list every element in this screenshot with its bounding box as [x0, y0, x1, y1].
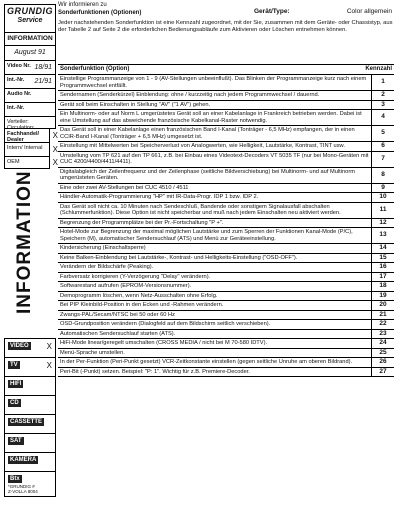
- tv-mark: X: [46, 361, 52, 370]
- table-row: [58, 339, 394, 349]
- int-nr-cell: [4, 75, 56, 89]
- kennzahl-number: 7: [371, 152, 394, 167]
- column-header-kennzahl: Kennzahl: [365, 66, 392, 72]
- dealer-mark: X: [52, 131, 58, 140]
- intro-heading: [58, 2, 252, 17]
- dealer-cell: [4, 129, 58, 143]
- internal-mark: X: [52, 145, 58, 154]
- kennzahl-number: 15: [371, 254, 394, 263]
- option-description: OSD-Grundposition verändern (Dialogfeld auf dem Bildschirm seitlich verschieben).: [60, 321, 271, 327]
- intro-description: Jeder nachstehenden Sonderfunktion ist eine Kennzahl zugeordnet, mit der Sie, zusammen mit dem Geräte- oder Chassistyp, aus der Tabelle 2 auf Seite 2 die erforderlichen Bedienungsabläufe zum Aktivieren oder Löschen entnehmen können.: [58, 20, 393, 34]
- table-row: [58, 320, 394, 330]
- video-nr-label: Video Nr.: [7, 63, 31, 69]
- btx-sub: Z-VOLLA 8004: [8, 489, 38, 494]
- table-row: [58, 91, 394, 101]
- table-row: [58, 110, 394, 126]
- kennzahl-number: 18: [371, 282, 394, 291]
- kennzahl-number: 4: [371, 110, 394, 125]
- camera-category: [4, 453, 56, 472]
- option-description: Farbversatz korrigieren (Y-Verzögerung "Delay" verändern).: [60, 273, 211, 280]
- int-nr-label: Int.-Nr.: [7, 77, 25, 83]
- kennzahl-number: 5: [371, 126, 394, 141]
- hifi-category: [4, 377, 56, 396]
- table-row: [58, 254, 394, 264]
- kennzahl-number: 6: [371, 142, 394, 151]
- int-nr2-cell: [4, 103, 56, 117]
- option-description: Eine oder zwei AV-Stellungen bei CUC 4510 / 4511: [60, 184, 189, 191]
- table-row: [58, 349, 394, 359]
- sat-category: [4, 434, 56, 453]
- cd-icon: CD: [10, 400, 19, 406]
- table-row: [58, 219, 394, 229]
- btx-category: [4, 472, 56, 497]
- kennzahl-number: 12: [371, 219, 394, 228]
- table-row: [58, 292, 394, 302]
- option-description: Zwangs-PAL/Secam/NTSC bei 50 oder 60 Hz: [60, 311, 175, 318]
- table-row: [58, 126, 394, 142]
- kennzahl-number: 13: [371, 228, 394, 243]
- option-description: Begrenzung der Programmplätze bei der Pr.-Fortschaltung "P +".: [60, 219, 224, 226]
- table-row: [58, 228, 394, 244]
- option-description: Bei PIP Kleinbild-Position in den Ecken und -Rahmen verändern.: [60, 302, 224, 308]
- option-description: Menü-Sprache umstellen.: [60, 349, 125, 356]
- kennzahl-number: 8: [371, 168, 394, 183]
- table-row: [58, 282, 394, 292]
- table-row: [58, 142, 394, 152]
- kennzahl-number: 26: [371, 358, 394, 367]
- btx-icon: Btx: [10, 476, 20, 482]
- kennzahl-number: 21: [371, 311, 394, 320]
- table-row: [58, 75, 394, 91]
- device-type-value: Color allgemein: [346, 8, 392, 15]
- option-description: Softwarestand aufrufen (EPROM-Versionsnummer).: [60, 283, 192, 289]
- kennzahl-number: 23: [371, 330, 394, 339]
- option-description: Sendernamen (Senderkürzel) Einblendung: ohne / kurzzeitig nach jedem Programmwechsel / dauernd.: [60, 92, 320, 98]
- kennzahl-number: 17: [371, 273, 394, 282]
- dealer-label: Fachhandel/ Dealer: [7, 131, 40, 143]
- option-description: Das Gerät soll in einer Kabelanlage einen französischen Band I-Kanal (Tonträger - 6,5 MHz) empfangen, der in einen CCIR-Band I-Kanal (Tonträger + 6,5 MHz) umgesetzt ist.: [60, 127, 355, 140]
- option-description: Händler-Automatik-Programmierung "HP" mit IR-Data-Progr. IDP 1 bzw. IDP 2.: [60, 194, 259, 200]
- information-label: INFORMATION: [4, 33, 56, 46]
- table-row: [58, 273, 394, 283]
- oem-mark: X: [52, 158, 58, 167]
- oem-cell: [4, 157, 58, 169]
- video-icon: VIDEO: [10, 343, 29, 349]
- option-description: Hotel-Mode zur Begrenzung der maximal möglichen Lautstärke und zum Sperren der Funktionen Kanal-Mode (P/C), Speichern (M), automatischer Sendersuchlauf (ATS) und Menü zur Geräteeinstellung.: [60, 229, 353, 242]
- hifi-icon: HIFI: [10, 381, 22, 387]
- sat-icon: SAT: [10, 438, 22, 444]
- cassette-category: [4, 415, 56, 434]
- option-description: Keine Balken-Einblendung bei Lautstärke-, Kontrast- und Helligkeits-Einstellung ("OSD-OFF").: [60, 254, 298, 261]
- int-nr-value: 21/91: [34, 78, 52, 85]
- option-description: Digitalabgleich der Zeilenfrequenz und der Zeilenphase (seitliche Bildverschiebung) bei Multinorm- und auf Multinorm umgerüsteten Geräten.: [60, 168, 355, 181]
- table-row: [58, 152, 394, 168]
- kennzahl-number: 9: [371, 184, 394, 193]
- audio-nr-cell: [4, 89, 56, 103]
- options-table: [58, 64, 394, 377]
- option-description: Peri-Bit (-Punkt) setzen. Beispiel: "P: 1". Wichtig für z.B. Premiere-Decoder.: [60, 368, 250, 375]
- kennzahl-number: 19: [371, 292, 394, 301]
- intro-line-1: Wir informieren zu: [58, 2, 107, 8]
- table-row: [58, 263, 394, 273]
- kennzahl-number: 2: [371, 91, 394, 100]
- video-nr-cell: [4, 61, 56, 75]
- tv-category: [4, 358, 56, 377]
- option-description: Kindersicherung (Einschaltsperre): [60, 245, 146, 251]
- kennzahl-number: 10: [371, 193, 394, 202]
- video-nr-value: 18/91: [34, 64, 52, 71]
- table-row: [58, 168, 394, 184]
- device-type: [254, 8, 394, 15]
- table-row: [58, 193, 394, 203]
- table-row: [58, 301, 394, 311]
- oem-label: OEM: [7, 159, 20, 165]
- table-header: [58, 65, 394, 75]
- option-description: Gerät soll beim Einschalten in Stellung "AV" ("1 AV") gehen.: [60, 101, 211, 108]
- kennzahl-number: 11: [371, 203, 394, 218]
- option-description: Einstellung mit Mittelwerten bei Speicherverlust von Analogwerten, wie Helligkeit, Lautstärke, Kontrast, TINT usw.: [60, 143, 345, 149]
- option-description: HiFi-Mode linear/geregelt umschalten (CROSS MEDIA / nicht bei M 70-580 IDTV).: [60, 340, 268, 346]
- option-description: Umstellung vom TP 621 auf den TP 661, z.B. bei Einbau eines Videotext-Decoders VT 5035 TF (nur bei Mono-Geräten mit CUC 4200/4400/4411/4411).: [60, 152, 369, 165]
- grundig-logo: [4, 4, 56, 33]
- option-description: In der Per-Funktion (Peri-Punkt gesetzt) VCR-Zeitkonstante einstellen (gegen seitliche Unruhe am oberen Bildrand).: [60, 359, 353, 365]
- kennzahl-number: 22: [371, 320, 394, 329]
- kennzahl-number: 3: [371, 101, 394, 110]
- kennzahl-number: 25: [371, 349, 394, 358]
- option-description: Verändern der Bildschärfe (Peaking).: [60, 264, 154, 270]
- table-row: [58, 330, 394, 340]
- kennzahl-number: 1: [371, 75, 394, 90]
- camera-icon: KAMERA: [10, 457, 37, 463]
- tv-icon: TV: [10, 362, 18, 368]
- kennzahl-number: 14: [371, 244, 394, 253]
- intro-line-2: Sonderfunktionen (Optionen): [58, 9, 142, 16]
- option-description: Ein Multinorm- oder auf Norm L umgerüstetes Gerät soll an einer Kabelanlage in Frankreich betrieben werden. Dabei ist eine Umstellung auf das abweichende französische Kabelkanal-Raster notwendig.: [60, 111, 362, 124]
- internal-label: Intern/ Internal: [7, 145, 43, 151]
- option-description: Einstellige Programmanzeige von 1 - 9 (AV-Stellungen unbeeinflußt). Das Blinken der Programmanzeige kurz nach einem Programmwechsel entfällt.: [60, 76, 367, 89]
- option-description: Demoprogramm löschen, wenn Netz-Ausschalten ohne Erfolg.: [60, 292, 218, 299]
- video-category: [4, 338, 56, 358]
- int-nr2-label: Int.-Nr.: [7, 105, 25, 111]
- kennzahl-number: 24: [371, 339, 394, 348]
- btx-code: *GRUNDIG #: [8, 484, 35, 489]
- circulation-label: Verteiler: Circulation:: [7, 119, 35, 131]
- internal-cell: [4, 143, 58, 157]
- table-row: [58, 244, 394, 254]
- vertical-information-text: INFORMATION: [14, 170, 35, 314]
- table-row: [58, 101, 394, 111]
- brand-sub: Service: [17, 17, 43, 24]
- video-mark: X: [46, 342, 52, 351]
- table-row: [58, 358, 394, 368]
- table-row: [58, 368, 394, 378]
- cassette-icon: CASSETTE: [10, 419, 43, 425]
- option-description: Automatischen Sendersuchlauf starten (ATS).: [60, 330, 176, 337]
- brand-name: GRUNDIG: [7, 6, 53, 16]
- kennzahl-number: 20: [371, 301, 394, 310]
- audio-nr-label: Audio Nr.: [7, 91, 32, 97]
- issue-date: August 91: [4, 46, 56, 61]
- option-description: Das Gerät soll nicht ca. 10 Minuten nach Sendeschluß, Bandende oder sonstigem Signalausfall abschalten (Schlummerfunktion). Diese Option ist nicht speicherbar und muß nach jedem Einschalten neu aktiviert werden.: [60, 203, 341, 216]
- product-category-icons: [4, 338, 56, 497]
- table-body: [58, 75, 394, 377]
- table-row: [58, 203, 394, 219]
- kennzahl-number: 27: [371, 368, 394, 377]
- table-row: [58, 184, 394, 194]
- kennzahl-number: 16: [371, 263, 394, 272]
- cd-category: [4, 396, 56, 415]
- column-header-option: Sonderfunktion (Option): [60, 66, 130, 72]
- circulation-cell: [4, 117, 56, 129]
- device-type-label: Gerät/Type:: [254, 8, 290, 15]
- table-row: [58, 311, 394, 321]
- vertical-information-title: [12, 170, 40, 315]
